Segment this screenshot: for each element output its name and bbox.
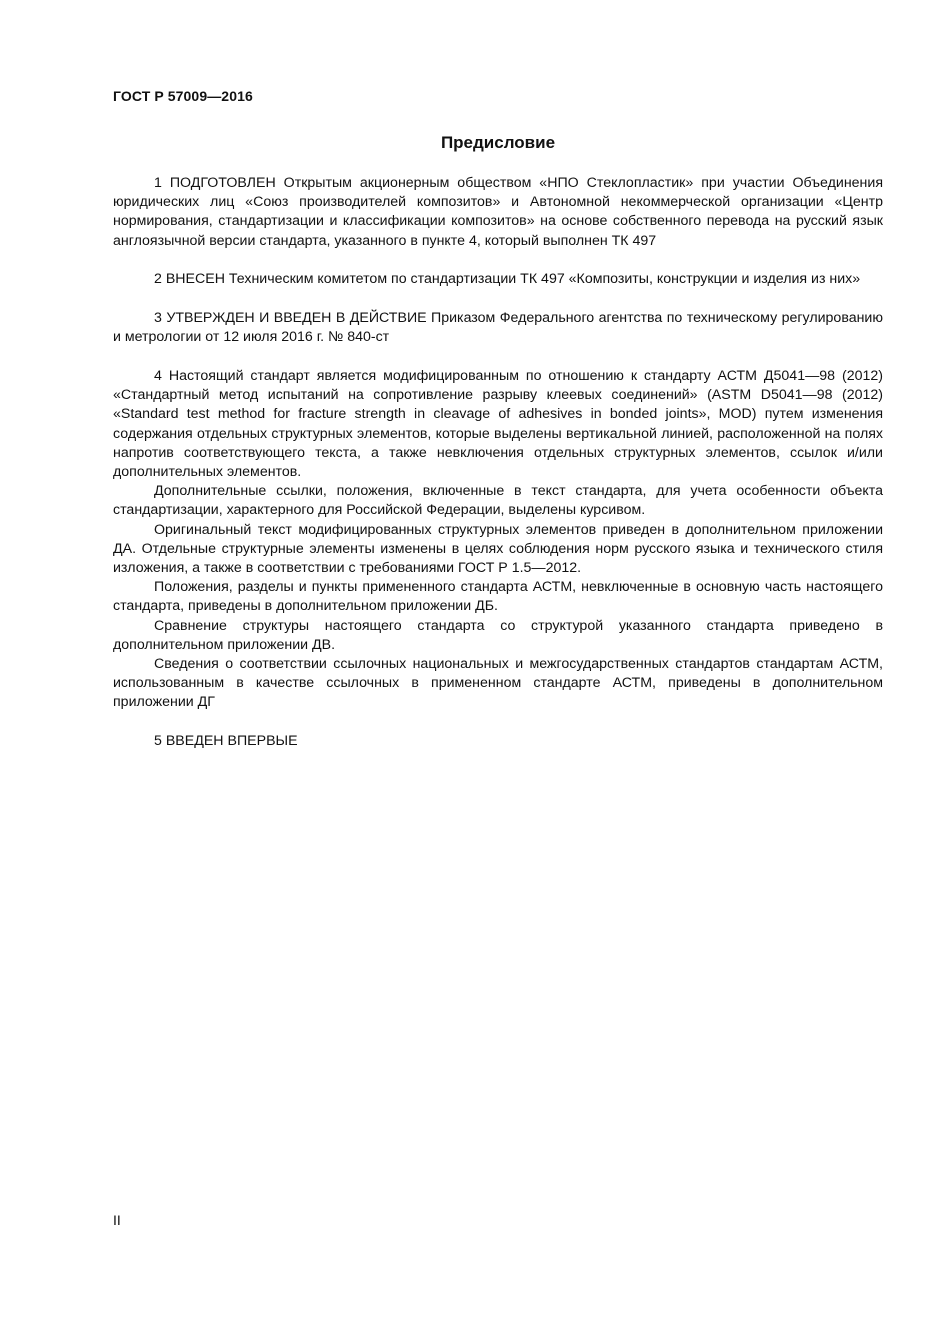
foreword-body	[113, 174, 883, 771]
paragraph: 2 ВНЕСЕН Техническим комитетом по стандартизации ТК 497 «Композиты, конструкции и изделия из них»	[154, 271, 861, 288]
section-modified-standard	[113, 367, 883, 713]
page-title: Предисловие	[440, 133, 556, 152]
paragraph: 5 ВВЕДЕН ВПЕРВЫЕ	[154, 733, 298, 750]
section-first-introduced	[113, 732, 883, 751]
paragraph: Сравнение структуры настоящего стандарта со структурой указанного стандарта приведено в дополнительном приложении ДВ.	[113, 617, 883, 653]
section-prepared	[113, 174, 883, 251]
paragraph: Дополнительные ссылки, положения, включенные в текст стандарта, для учета особенности объекта стандартизации, характерного для Российской Федерации, выделены курсивом.	[113, 483, 883, 519]
paragraph: Оригинальный текст модифицированных структурных элементов приведен в дополнительном приложении ДА. Отдельные структурные элементы изменены в целях соблюдения норм русского языка и технического стиля изложения, а также в соответствии с требованиями ГОСТ Р 1.5—2012.	[113, 521, 883, 576]
paragraph: 1 ПОДГОТОВЛЕН Открытым акционерным обществом «НПО Стеклопластик» при участии Объединения юридических лиц «Союз производителей композитов» и Автономной некоммерческой организации «Центр нормирования, стандартизации и классификации композитов» на основе собственного перевода на русский язык англоязычной версии стандарта, указанного в пункте 4, который выполнен ТК 497	[113, 175, 883, 249]
section-approved	[113, 309, 883, 347]
paragraph: Положения, разделы и пункты примененного стандарта АСТМ, невключенные в основную часть настоящего стандарта, приведены в дополнительном приложении ДБ.	[113, 579, 883, 615]
paragraph: 4 Настоящий стандарт является модифицированным по отношению к стандарту АСТМ Д5041—98 (2012) «Стандартный метод испытаний на сопротивление разрыву клеевых соединений» (ASTM D5041—98 (2012) «Standard test method for fracture strength in cleavage of adhesives in bonded joints», MOD) путем изменения содержания отдельных структурных элементов, которые выделены вертикальной линией, расположенной на полях напротив соответствующего текста, а также невключения отдельных структурных элементов, ссылок и/или дополнительных элементов.	[113, 367, 883, 480]
document-code: ГОСТ Р 57009—2016	[113, 88, 253, 104]
section-introduced	[113, 270, 883, 289]
paragraph: Сведения о соответствии ссылочных национальных и межгосударственных стандартов стандартам АСТМ, использованным в качестве ссылочных в примененном стандарте АСТМ, приведены в дополнительном приложении ДГ	[113, 655, 883, 711]
paragraph: 3 УТВЕРЖДЕН И ВВЕДЕН В ДЕЙСТВИЕ Приказом Федерального агентства по техническому регулированию и метрологии от 12 июля 2016 г. № 840-ст	[113, 310, 883, 346]
page-number: II	[113, 1212, 121, 1228]
